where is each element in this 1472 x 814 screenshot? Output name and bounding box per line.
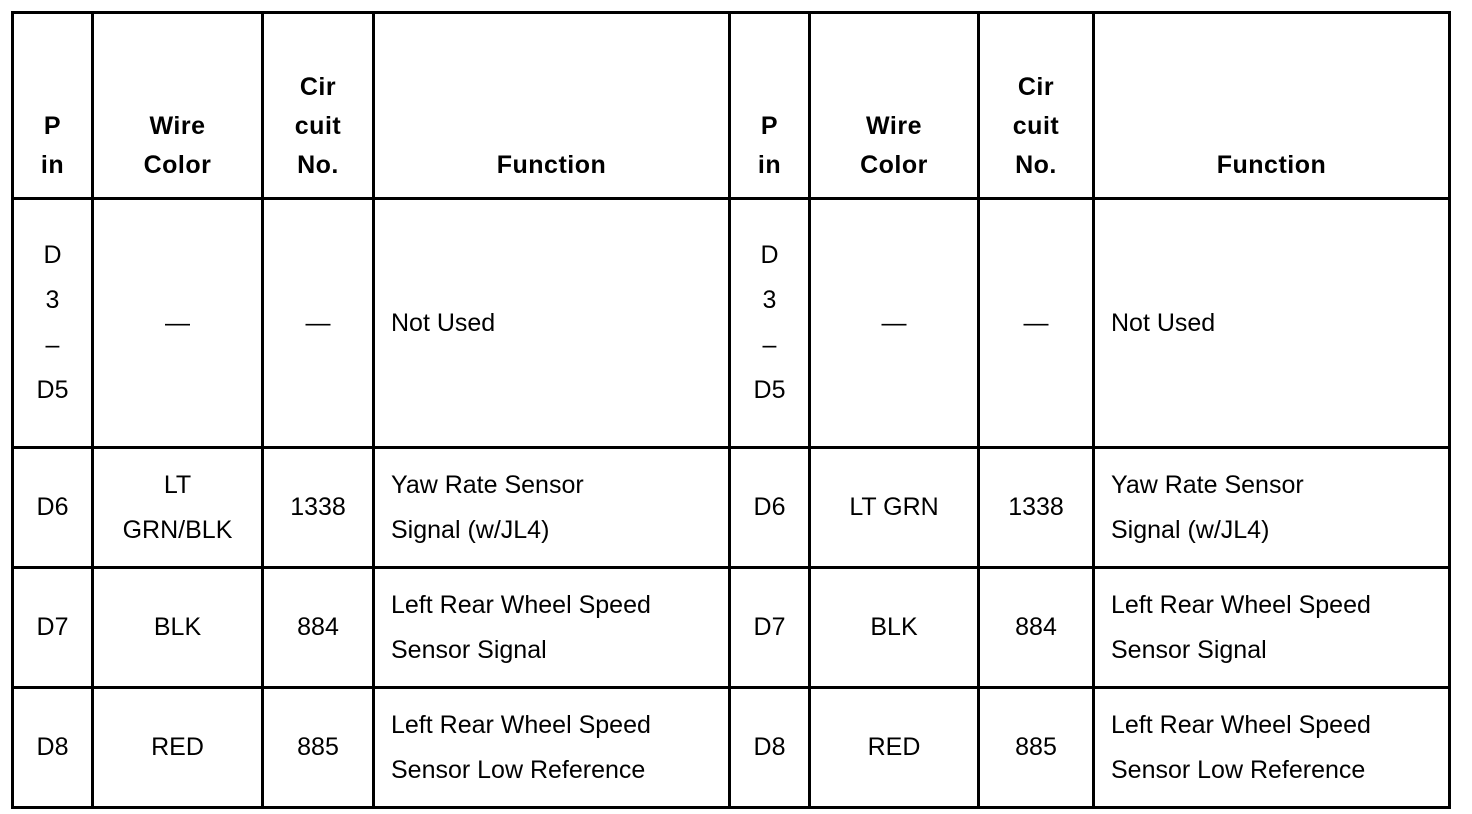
function-cell [1094, 199, 1450, 448]
cell-text: 885 [1015, 733, 1057, 761]
cell-text: – [762, 331, 777, 359]
cell-text: RED [151, 733, 204, 761]
cell-text: BLK [870, 613, 918, 641]
header-wire-color [810, 13, 979, 199]
header-function [1094, 13, 1450, 199]
pin-cell [13, 688, 93, 808]
header-text: Color [143, 151, 212, 179]
header-text: cuit [294, 112, 342, 140]
pin-cell [730, 448, 810, 568]
cell-text: — [881, 308, 907, 337]
cell-text: Left Rear Wheel Speed [391, 710, 651, 739]
cell-text: Yaw Rate Sensor [1111, 470, 1304, 499]
connector-pinout-table [11, 11, 1451, 809]
cell-text: D8 [753, 733, 786, 761]
header-text: in [757, 151, 782, 179]
cell-text: 1338 [1008, 493, 1064, 521]
pin-cell [13, 448, 93, 568]
cell-text: – [45, 331, 60, 359]
cell-text: Sensor Low Reference [1111, 755, 1366, 784]
header-pin [730, 13, 810, 199]
cell-text: 1338 [290, 493, 346, 521]
circuit-no-cell [263, 448, 374, 568]
wire-color-cell [93, 199, 263, 448]
header-text: Function [1216, 151, 1327, 179]
pin-cell [13, 568, 93, 688]
cell-text: D5 [753, 376, 786, 404]
cell-text: Sensor Low Reference [391, 755, 646, 784]
header-text: Color [860, 151, 928, 179]
cell-text: D6 [753, 493, 786, 521]
cell-text: LT [163, 470, 192, 499]
pin-cell [730, 199, 810, 448]
wire-color-cell [93, 568, 263, 688]
cell-text: BLK [153, 613, 202, 641]
header-text: P [43, 112, 62, 140]
header-text: cuit [1012, 112, 1060, 140]
cell-text: Yaw Rate Sensor [391, 470, 584, 499]
cell-text: D7 [36, 613, 69, 641]
table-row [13, 568, 1450, 688]
cell-text: 884 [1015, 613, 1057, 641]
circuit-no-cell [263, 199, 374, 448]
cell-text: D [760, 241, 779, 269]
pin-cell [13, 199, 93, 448]
cell-text: — [165, 308, 190, 337]
function-cell [374, 688, 730, 808]
cell-text: 885 [297, 733, 339, 761]
header-pin [13, 13, 93, 199]
header-text: P [760, 112, 779, 140]
cell-text: Signal (w/JL4) [1111, 515, 1270, 544]
cell-text: Left Rear Wheel Speed [1111, 710, 1371, 739]
cell-text: D5 [36, 376, 69, 404]
cell-text: D6 [36, 493, 69, 521]
cell-text: Left Rear Wheel Speed [1111, 590, 1371, 619]
header-circuit-no [979, 13, 1094, 199]
header-text: No. [297, 151, 339, 179]
cell-text: D [43, 241, 62, 269]
function-cell [1094, 568, 1450, 688]
circuit-no-cell [263, 688, 374, 808]
wire-color-cell [810, 448, 979, 568]
wire-color-cell [93, 448, 263, 568]
pin-cell [730, 688, 810, 808]
header-function [374, 13, 730, 199]
function-cell [374, 568, 730, 688]
wire-color-cell [810, 568, 979, 688]
wire-color-cell [810, 688, 979, 808]
header-text: Wire [866, 112, 922, 140]
cell-text: — [1023, 308, 1049, 337]
header-text: Wire [149, 112, 206, 140]
header-text: Cir [1017, 73, 1055, 101]
header-text: Function [496, 151, 607, 179]
circuit-no-cell [979, 568, 1094, 688]
cell-text: Sensor Signal [391, 635, 547, 664]
table-row [13, 688, 1450, 808]
function-cell [374, 448, 730, 568]
cell-text: RED [867, 733, 921, 761]
cell-text: LT GRN [849, 493, 939, 521]
circuit-no-cell [979, 448, 1094, 568]
cell-text: Not Used [1111, 308, 1216, 337]
header-wire-color [93, 13, 263, 199]
function-cell [1094, 448, 1450, 568]
cell-text: 3 [762, 286, 777, 314]
wire-color-cell [810, 199, 979, 448]
table-row [13, 199, 1450, 448]
circuit-no-cell [979, 688, 1094, 808]
table-row [13, 448, 1450, 568]
header-circuit-no [263, 13, 374, 199]
circuit-no-cell [263, 568, 374, 688]
function-cell [374, 199, 730, 448]
function-cell [1094, 688, 1450, 808]
cell-text: D7 [753, 613, 786, 641]
cell-text: — [305, 308, 331, 337]
circuit-no-cell [979, 199, 1094, 448]
cell-text: Sensor Signal [1111, 635, 1267, 664]
header-row [13, 13, 1450, 199]
cell-text: Signal (w/JL4) [391, 515, 550, 544]
cell-text: Not Used [391, 308, 496, 337]
cell-text: D8 [36, 733, 69, 761]
pin-cell [730, 568, 810, 688]
cell-text: Left Rear Wheel Speed [391, 590, 651, 619]
wire-color-cell [93, 688, 263, 808]
cell-text: 884 [297, 613, 339, 641]
header-text: Cir [299, 73, 337, 101]
header-text: No. [1015, 151, 1057, 179]
cell-text: 3 [45, 286, 60, 314]
cell-text: GRN/BLK [122, 515, 233, 544]
header-text: in [40, 151, 65, 179]
